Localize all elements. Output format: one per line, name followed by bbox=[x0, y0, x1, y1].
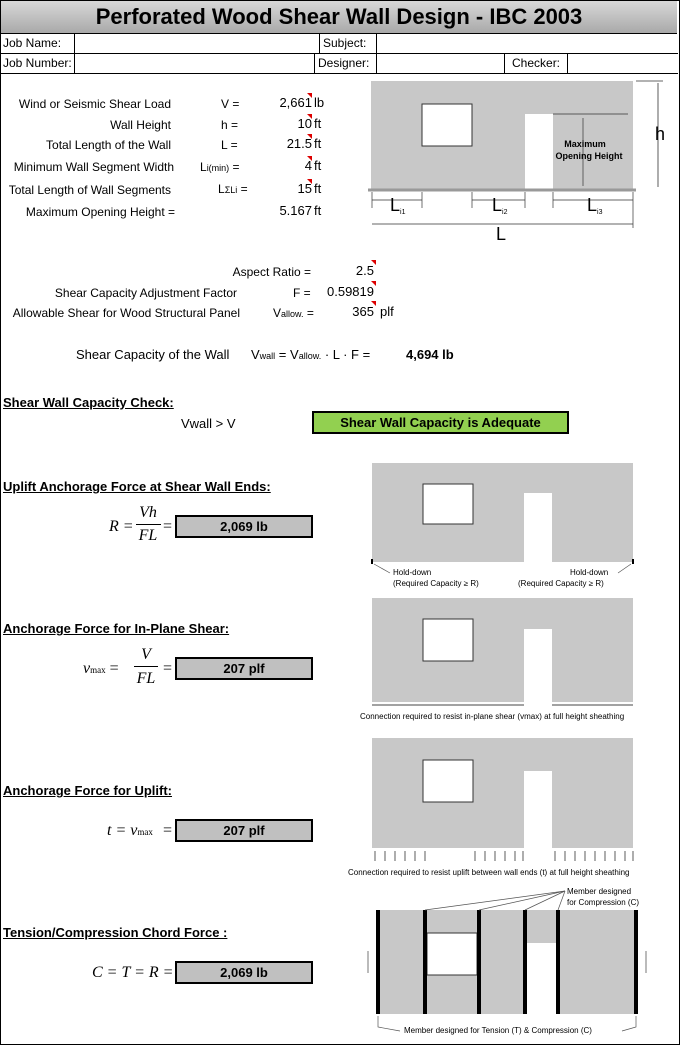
job-name-field[interactable] bbox=[75, 34, 320, 53]
chord-member bbox=[634, 910, 638, 1014]
chord-diagram bbox=[360, 883, 660, 1039]
fraction-bar bbox=[136, 524, 161, 525]
capacity-check-result: Shear Wall Capacity is Adequate bbox=[312, 411, 569, 434]
page-title: Perforated Wood Shear Wall Design - IBC 2003 bbox=[1, 1, 677, 34]
uplift-arrows bbox=[375, 851, 633, 861]
uplift-ends-eq: = bbox=[163, 518, 173, 535]
door-opening bbox=[524, 629, 552, 703]
comment-flag-icon bbox=[371, 260, 376, 265]
door-opening bbox=[527, 943, 556, 1015]
window-opening bbox=[427, 933, 477, 975]
checker-label: Checker: bbox=[505, 54, 568, 73]
wall-panel bbox=[372, 463, 633, 562]
wall-elevation-diagram bbox=[368, 78, 668, 243]
comment-flag-icon bbox=[371, 301, 376, 306]
job-number-field[interactable] bbox=[75, 54, 315, 73]
subject-field[interactable] bbox=[377, 34, 678, 53]
leader-line bbox=[618, 564, 631, 573]
input-label: Total Length of Wall Segments bbox=[8, 183, 171, 197]
compression-leaders bbox=[425, 891, 565, 910]
allowable-shear-unit: plf bbox=[380, 304, 394, 319]
input-unit: lb bbox=[314, 95, 325, 110]
input-symbol: L = bbox=[221, 138, 238, 152]
li1-label: Li1 bbox=[390, 195, 406, 216]
compression-label-1: Member designed bbox=[567, 887, 632, 896]
inplane-shear-diagram bbox=[358, 595, 650, 730]
door-opening bbox=[524, 493, 552, 563]
input-value[interactable]: 4 bbox=[304, 158, 312, 173]
total-length-label: L bbox=[496, 224, 507, 243]
uplift-ends-lhs: R = bbox=[109, 518, 134, 535]
uplift-caption: Connection required to resist uplift between wall ends (t) at full height sheathing bbox=[348, 868, 630, 877]
job-name-label: Job Name: bbox=[0, 34, 75, 53]
subject-label: Subject: bbox=[320, 34, 377, 53]
input-label: Wind or Seismic Shear Load bbox=[18, 97, 171, 111]
uplift-ends-result: 2,069 lb bbox=[175, 515, 313, 538]
chord-lhs: C = T = R = bbox=[92, 964, 174, 981]
designer-field[interactable] bbox=[377, 54, 505, 73]
input-label: Total Length of the Wall bbox=[46, 138, 171, 152]
adjustment-factor-symbol: F = bbox=[293, 286, 311, 300]
comment-flag-icon bbox=[307, 134, 312, 139]
adjustment-factor-value: 0.59819 bbox=[327, 284, 374, 299]
designer-label: Designer: bbox=[315, 54, 377, 73]
shear-capacity-value: 4,694 lb bbox=[406, 347, 454, 362]
window-opening bbox=[423, 619, 473, 661]
door-opening bbox=[525, 114, 553, 190]
wall-panel bbox=[372, 598, 633, 702]
hold-down-left-label-2: (Required Capacity ≥ R) bbox=[393, 579, 479, 588]
input-value[interactable]: 15 bbox=[297, 181, 312, 196]
chord-result: 2,069 lb bbox=[175, 961, 313, 984]
input-label: Wall Height bbox=[110, 118, 171, 132]
aspect-ratio-value: 2.5 bbox=[355, 263, 374, 278]
input-value: 5.167 bbox=[279, 203, 312, 218]
inplane-denominator: FL bbox=[136, 670, 156, 687]
input-value[interactable]: 2,661 bbox=[279, 95, 312, 110]
door-opening bbox=[524, 771, 552, 849]
li3-label: Li3 bbox=[587, 195, 603, 216]
uplift-ends-heading: Uplift Anchorage Force at Shear Wall Ends: bbox=[3, 479, 271, 494]
input-label: Maximum Opening Height = bbox=[25, 205, 175, 219]
input-unit: ft bbox=[314, 136, 322, 151]
uplift-eq: = bbox=[163, 822, 173, 839]
shear-capacity-label: Shear Capacity of the Wall bbox=[76, 347, 230, 362]
uplift-ends-denominator: FL bbox=[138, 527, 158, 544]
input-unit: ft bbox=[314, 158, 322, 173]
max-opening-label-1: Maximum bbox=[564, 139, 606, 149]
input-unit: ft bbox=[314, 116, 322, 131]
chord-member bbox=[423, 910, 427, 1014]
hold-down-right-label-1: Hold-down bbox=[570, 568, 609, 577]
hold-down-diagram bbox=[358, 460, 648, 595]
chord-member bbox=[556, 910, 560, 1014]
max-opening-label-2: Opening Height bbox=[555, 151, 623, 161]
hold-down-left-label-1: Hold-down bbox=[393, 568, 432, 577]
wall-panel bbox=[372, 738, 633, 848]
leader-line bbox=[374, 564, 390, 573]
uplift-lhs: t = vmax bbox=[107, 822, 153, 839]
compression-label-2: for Compression (C) bbox=[567, 898, 640, 907]
capacity-check-condition: Vwall > V bbox=[181, 416, 236, 431]
tension-compression-label: Member designed for Tension (T) & Compression (C) bbox=[404, 1026, 592, 1035]
height-label: h bbox=[655, 124, 666, 144]
input-value[interactable]: 21.5 bbox=[286, 136, 312, 151]
comment-flag-icon bbox=[307, 93, 312, 98]
header-row-1 bbox=[0, 34, 678, 54]
inplane-caption: Connection required to resist in-plane shear (vmax) at full height sheathing bbox=[360, 712, 625, 721]
shear-capacity-formula: Vwall = Vallow. · L · F = bbox=[251, 347, 371, 362]
window-opening bbox=[423, 484, 473, 524]
inplane-result: 207 plf bbox=[175, 657, 313, 680]
comment-flag-icon bbox=[307, 156, 312, 161]
comment-flag-icon bbox=[371, 281, 376, 286]
wall-panel bbox=[376, 910, 638, 1014]
window-opening bbox=[422, 104, 472, 146]
input-symbol: V = bbox=[221, 97, 240, 111]
comment-flag-icon bbox=[307, 114, 312, 119]
wall-panel bbox=[371, 81, 633, 189]
checker-field[interactable] bbox=[568, 54, 678, 73]
allowable-shear-label: Allowable Shear for Wood Structural Panel bbox=[12, 306, 240, 320]
uplift-diagram bbox=[345, 735, 667, 883]
inplane-heading: Anchorage Force for In-Plane Shear: bbox=[3, 621, 230, 636]
chord-heading: Tension/Compression Chord Force : bbox=[3, 925, 228, 940]
uplift-result: 207 plf bbox=[175, 819, 313, 842]
input-symbol: LΣLi = bbox=[218, 182, 248, 196]
chord-member bbox=[376, 910, 380, 1014]
comment-flag-icon bbox=[307, 179, 312, 184]
adjustment-factor-label: Shear Capacity Adjustment Factor bbox=[54, 286, 237, 300]
chord-member bbox=[523, 910, 527, 1014]
header-row-2 bbox=[0, 54, 678, 74]
input-symbol: Li(min) = bbox=[200, 160, 240, 174]
inplane-eq: = bbox=[163, 660, 173, 677]
aspect-ratio-label: Aspect Ratio = bbox=[232, 265, 311, 279]
input-unit: ft bbox=[314, 203, 322, 218]
input-value[interactable]: 10 bbox=[297, 116, 312, 131]
input-label: Minimum Wall Segment Width bbox=[13, 160, 174, 174]
inplane-numerator: V bbox=[141, 646, 151, 663]
input-symbol: h = bbox=[221, 118, 239, 132]
capacity-check-heading: Shear Wall Capacity Check: bbox=[3, 395, 174, 410]
inplane-lhs: vmax = bbox=[83, 660, 119, 677]
allowable-shear-value: 365 bbox=[352, 304, 374, 319]
fraction-bar bbox=[134, 666, 158, 667]
chord-member bbox=[477, 910, 481, 1014]
input-unit: ft bbox=[314, 181, 322, 196]
job-number-label: Job Number: bbox=[0, 54, 75, 73]
hold-down-right-label-2: (Required Capacity ≥ R) bbox=[518, 579, 604, 588]
uplift-ends-numerator: Vh bbox=[139, 504, 157, 521]
li2-label: Li2 bbox=[492, 195, 508, 216]
allowable-shear-symbol: Vallow. = bbox=[273, 306, 314, 320]
uplift-heading: Anchorage Force for Uplift: bbox=[3, 783, 173, 798]
window-opening bbox=[423, 760, 473, 802]
